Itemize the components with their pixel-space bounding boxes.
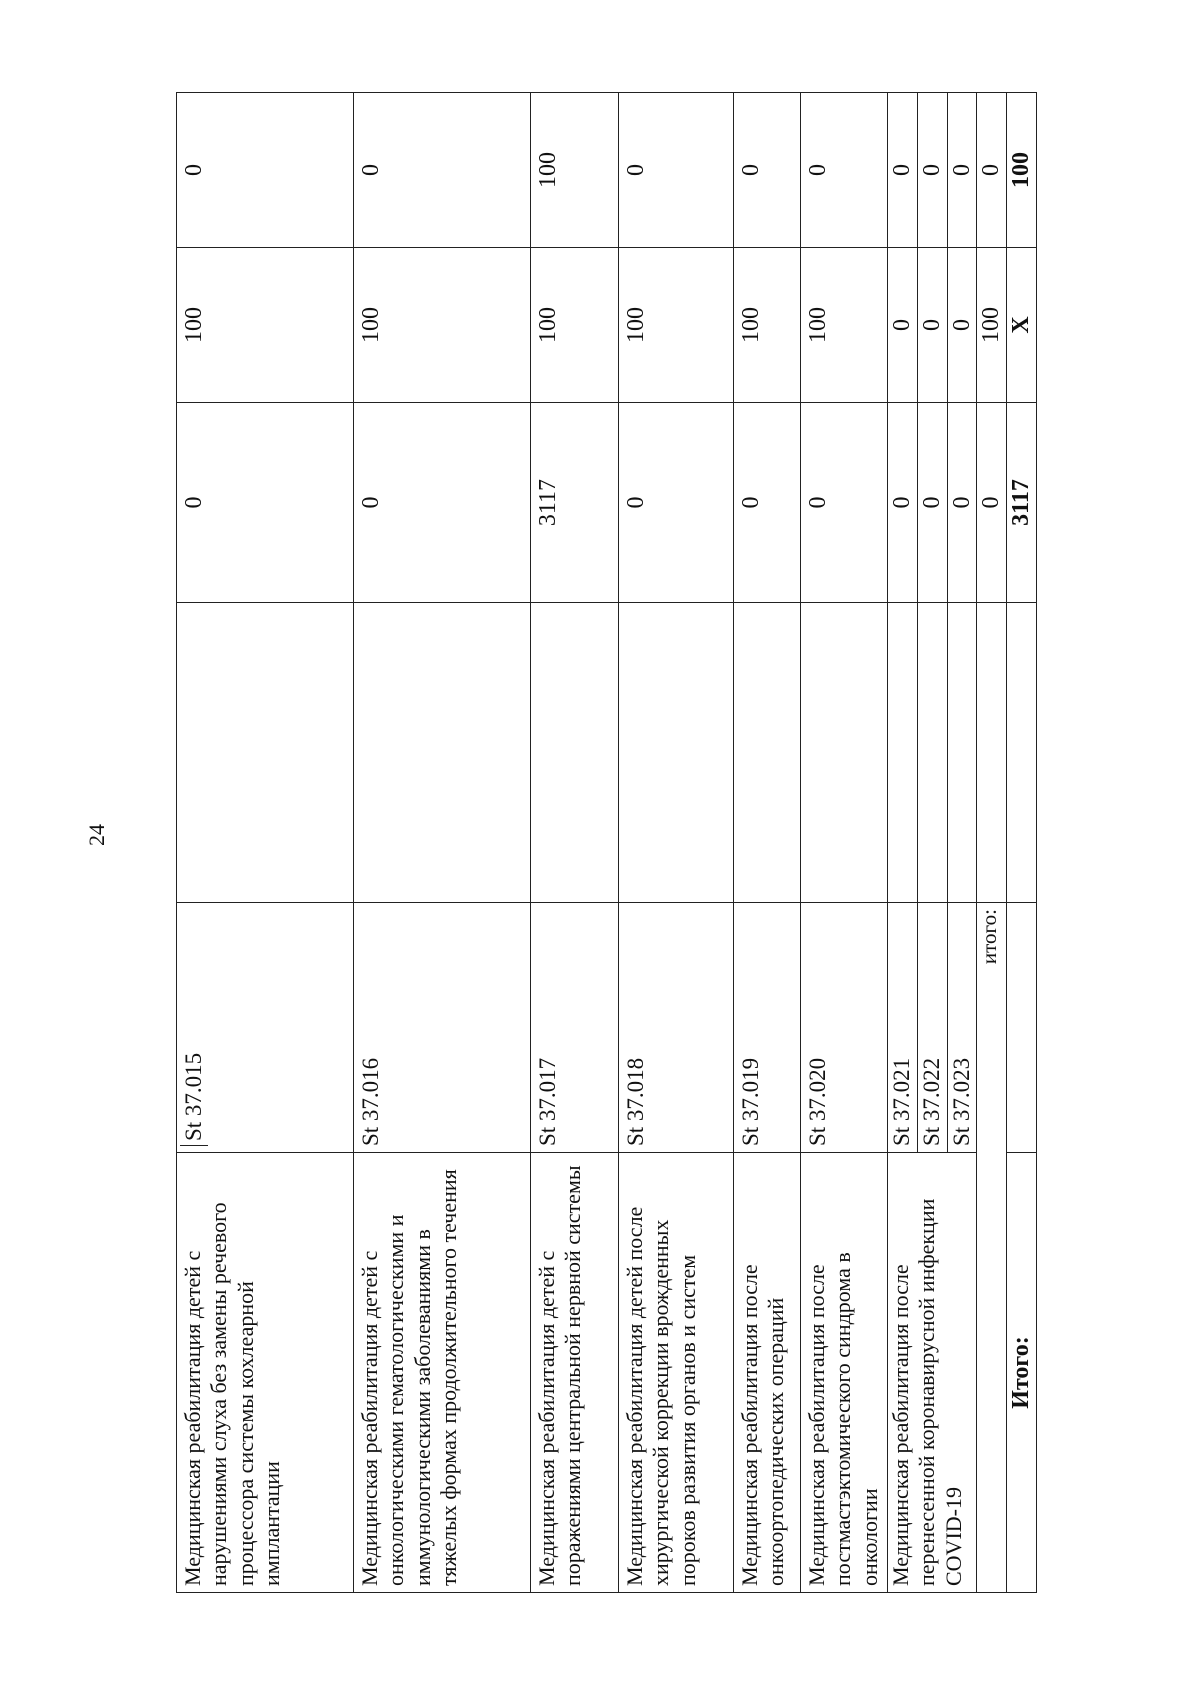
row-name: Медицинская реабилитация детей с нарушениями слуха без замены речевого процессора системы кохлеарной имплантации <box>177 1153 354 1593</box>
subtotal-value-3: 0 <box>977 93 1007 248</box>
row-value-2: 100 <box>801 248 888 403</box>
row-value-2: 100 <box>531 248 619 403</box>
empty-cell <box>734 603 801 903</box>
row-value-2: 0 <box>947 248 977 403</box>
subtotal-label: итого: <box>977 903 1007 1593</box>
table-row <box>734 93 801 1593</box>
row-name: Медицинская реабилитация детей с онкологическими гематологическими и иммунологическими заболеваниями в тяжелых формах продолжительного течения <box>354 1153 531 1593</box>
row-value-2: 0 <box>888 248 918 403</box>
page-number: 24 <box>84 824 109 846</box>
row-value-1: 0 <box>917 403 947 603</box>
subtotal-row <box>977 93 1007 1593</box>
row-code <box>177 903 354 1153</box>
row-value-2: 100 <box>354 248 531 403</box>
subtotal-value-1: 0 <box>977 403 1007 603</box>
total-value-1: 3117 <box>1007 403 1037 603</box>
empty-cell <box>947 603 977 903</box>
row-code: St 37.021 <box>888 903 918 1153</box>
row-code: St 37.020 <box>801 903 888 1153</box>
row-value-3: 0 <box>801 93 888 248</box>
row-value-1: 3117 <box>531 403 619 603</box>
table-row <box>354 93 531 1593</box>
row-value-2: 0 <box>917 248 947 403</box>
row-value-2: 100 <box>734 248 801 403</box>
row-code: St 37.018 <box>619 903 734 1153</box>
empty-cell <box>531 603 619 903</box>
row-name: Медицинская реабилитация после онкоортопедических операций <box>734 1153 801 1593</box>
table-row <box>177 93 354 1593</box>
rotated-table-container <box>176 93 1035 1593</box>
row-code: St 37.016 <box>354 903 531 1153</box>
row-name: Медицинская реабилитация после перенесенной коронавирусной инфекции COVID-19 <box>888 1153 977 1593</box>
row-value-3: 0 <box>354 93 531 248</box>
empty-cell <box>177 603 354 903</box>
rehabilitation-table <box>176 92 1037 1593</box>
row-name: Медицинская реабилитация детей с поражениями центральной нервной системы <box>531 1153 619 1593</box>
table-row <box>888 93 918 1593</box>
row-value-3: 0 <box>177 93 354 248</box>
row-value-1: 0 <box>947 403 977 603</box>
row-code-text: St 37.015 <box>180 1053 208 1146</box>
row-value-3: 0 <box>619 93 734 248</box>
empty-cell <box>619 603 734 903</box>
row-name: Медицинская реабилитация детей после хирургической коррекции врожденных пороков развития органов и систем <box>619 1153 734 1593</box>
empty-cell <box>801 603 888 903</box>
total-label: Итого: <box>1007 1153 1037 1593</box>
row-value-1: 0 <box>801 403 888 603</box>
empty-cell <box>977 603 1007 903</box>
row-value-1: 0 <box>734 403 801 603</box>
empty-cell <box>354 603 531 903</box>
row-code: St 37.023 <box>947 903 977 1153</box>
empty-cell <box>888 603 918 903</box>
row-value-3: 100 <box>531 93 619 248</box>
total-value-2: X <box>1007 248 1037 403</box>
row-value-1: 0 <box>354 403 531 603</box>
empty-cell <box>1007 903 1037 1153</box>
table-row <box>619 93 734 1593</box>
row-code: St 37.017 <box>531 903 619 1153</box>
row-value-3: 0 <box>917 93 947 248</box>
table-row <box>531 93 619 1593</box>
subtotal-value-2: 100 <box>977 248 1007 403</box>
row-value-1: 0 <box>888 403 918 603</box>
row-code: St 37.022 <box>917 903 947 1153</box>
row-name: Медицинская реабилитация после постмастэктомического синдрома в онкологии <box>801 1153 888 1593</box>
row-value-2: 100 <box>619 248 734 403</box>
empty-cell <box>1007 603 1037 903</box>
row-value-3: 0 <box>734 93 801 248</box>
total-row <box>1007 93 1037 1593</box>
total-value-3: 100 <box>1007 93 1037 248</box>
row-value-1: 0 <box>177 403 354 603</box>
row-code: St 37.019 <box>734 903 801 1153</box>
row-value-3: 0 <box>888 93 918 248</box>
row-value-3: 0 <box>947 93 977 248</box>
row-value-1: 0 <box>619 403 734 603</box>
empty-cell <box>917 603 947 903</box>
table-row <box>801 93 888 1593</box>
row-value-2: 100 <box>177 248 354 403</box>
